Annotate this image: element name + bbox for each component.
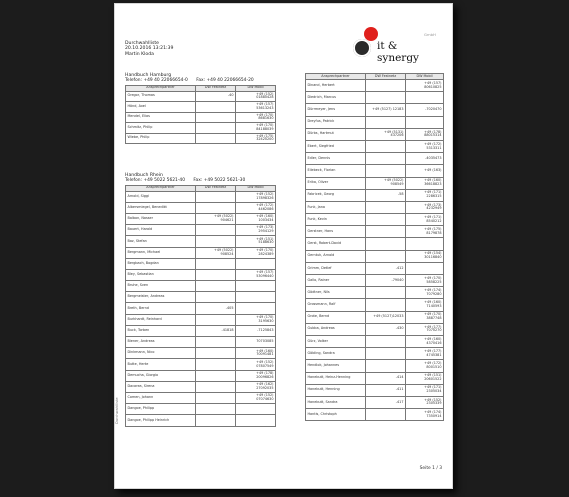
contact-table-hamburg [125, 85, 276, 145]
cell-mobile: +49 (171) 8540212 [406, 214, 444, 226]
cell-mobile: +49 (173) 2954129 [236, 225, 276, 236]
cell-contact-name: Schmitz, Philip [126, 123, 196, 134]
cell-contact-name: Comen, Johann [126, 392, 196, 403]
table-row [126, 236, 276, 247]
cell-mobile: +49 (151) 20601522 [406, 372, 444, 384]
cell-landline [196, 415, 236, 426]
cell-mobile [236, 258, 276, 269]
cell-contact-name: Dürbs, Hartmut [306, 128, 366, 140]
cell-mobile: +49 (160) 70091481 [236, 348, 276, 359]
side-label: Durchwahlliste [115, 397, 119, 424]
cell-mobile [406, 92, 444, 104]
cell-landline [366, 409, 406, 421]
table-row [126, 314, 276, 325]
col-header-contact: Ansprechpartner [126, 85, 196, 91]
cell-contact-name: Hendlok, Johannes [306, 360, 366, 372]
cell-mobile: +49 (178) 88015314 [406, 128, 444, 140]
cell-contact-name: Hantis, Christoph [306, 409, 366, 421]
table-row [306, 165, 444, 177]
cell-contact-name: Dürrmeyer, Jens [306, 104, 366, 116]
cell-landline [196, 191, 236, 202]
cell-landline [366, 348, 406, 360]
table-row [126, 359, 276, 370]
cell-mobile: +49 (160) 36618823 [406, 177, 444, 189]
table-row [306, 177, 444, 189]
page-footer: Seite 1 / 3 [419, 466, 442, 471]
table-row [126, 370, 276, 381]
gear-dark-icon [353, 39, 371, 57]
cell-mobile [236, 281, 276, 292]
cell-contact-name: Balbon, Nasser [126, 213, 196, 224]
cell-contact-name: Dangoe, Philipp Heinrich [126, 415, 196, 426]
cell-landline: +49 (5022) 904621 [196, 213, 236, 224]
table-row [126, 102, 276, 113]
table-row [126, 91, 276, 102]
cell-contact-name: Gregor, Thomas [126, 91, 196, 102]
cell-landline [196, 123, 236, 134]
table-row [126, 191, 276, 202]
cell-landline [366, 165, 406, 177]
contact-table-rhein [125, 185, 276, 427]
table-row [306, 287, 444, 299]
table-row [306, 360, 444, 372]
cell-mobile: +49 (171) 2305034 [406, 384, 444, 396]
cell-mobile [236, 303, 276, 314]
cell-mobile: +49 (170) 3195630 [236, 314, 276, 325]
cell-contact-name: Fabricek, Georg [306, 189, 366, 201]
cell-landline [366, 116, 406, 128]
cell-landline [196, 370, 236, 381]
table-row [126, 404, 276, 415]
section-telefon: Telefon: +49 40 22066654-0 [125, 78, 188, 84]
table-row [306, 372, 444, 384]
cell-landline [366, 80, 406, 92]
cell-contact-name: Arnold, Siggi [126, 191, 196, 202]
cell-landline [366, 92, 406, 104]
logo-subtext: GmbH [424, 32, 436, 37]
cell-landline: +49 (5127) 12183 [366, 104, 406, 116]
cell-landline: -417 [366, 396, 406, 408]
cell-contact-name: Butte, Herte [126, 359, 196, 370]
table-row [306, 189, 444, 201]
cell-landline [196, 281, 236, 292]
cell-contact-name: Grimm, Detlef [306, 262, 366, 274]
cell-contact-name: Bergmeister, Andreas [126, 292, 196, 303]
cell-mobile: +49 (170) 8681630 [236, 112, 276, 123]
section-right-continued [305, 73, 444, 421]
table-row [126, 392, 276, 403]
cell-mobile: -7125843 [236, 325, 276, 336]
table-row [126, 325, 276, 336]
cell-landline [196, 202, 236, 213]
cell-landline [366, 226, 406, 238]
cell-mobile: +49 (152) 17898326 [236, 191, 276, 202]
logo-text: it & synergy [377, 40, 419, 64]
cell-contact-name: Dangoe, Philipp [126, 404, 196, 415]
report-title: Durchwahlliste [125, 41, 160, 46]
cell-mobile [236, 292, 276, 303]
table-row [126, 258, 276, 269]
cell-contact-name: Gerst, Robert-David [306, 238, 366, 250]
cell-landline [366, 140, 406, 152]
cell-landline [196, 392, 236, 403]
cell-contact-name: Mendel, Elias [126, 112, 196, 123]
cell-landline [196, 348, 236, 359]
table-row [306, 262, 444, 274]
cell-contact-name: Dacarea, Sirena [126, 381, 196, 392]
table-row [306, 250, 444, 262]
cell-mobile: -7020470 [406, 104, 444, 116]
table-row [306, 226, 444, 238]
cell-contact-name: Buck, Torben [126, 325, 196, 336]
cell-landline: -411 [366, 384, 406, 396]
cell-mobile: +49 (162) 27092035 [236, 381, 276, 392]
cell-mobile: +49 (173) 4232949 [406, 201, 444, 213]
table-row [126, 202, 276, 213]
cell-contact-name: Diedrich, Marcus [306, 92, 366, 104]
table-row [126, 213, 276, 224]
cell-mobile: +49 (174) 7079280 [406, 287, 444, 299]
table-row [306, 104, 444, 116]
table-row [126, 247, 276, 258]
cell-contact-name: Hanebutt, Henning [306, 384, 366, 396]
cell-landline [196, 359, 236, 370]
section-title: Handbuch Rhein [125, 173, 163, 178]
cell-landline [196, 225, 236, 236]
cell-mobile: +49 (178) 20096826 [236, 370, 276, 381]
table-row [306, 299, 444, 311]
cell-landline: +49 (5022) 908549 [366, 177, 406, 189]
cell-contact-name: Biener, Andreas [126, 337, 196, 348]
cell-contact-name: Grossmann, Ralf [306, 299, 366, 311]
section-hamburg [125, 73, 276, 144]
cell-landline [196, 112, 236, 123]
cell-mobile: +49 (170) 3887748 [406, 311, 444, 323]
cell-mobile: +49 (157) 53096440 [236, 269, 276, 280]
report-author: Martin Kloda [125, 51, 154, 57]
cell-mobile: -4035473 [406, 153, 444, 165]
cell-landline [196, 102, 236, 113]
cell-landline [366, 299, 406, 311]
table-row [306, 80, 444, 92]
cell-contact-name: Bruhe, Sven [126, 281, 196, 292]
table-row [306, 323, 444, 335]
cell-contact-name: Wiebe, Philip [126, 133, 196, 144]
cell-contact-name: Hanebutt, Sandra [306, 396, 366, 408]
cell-contact-name: Demucha, Giorgio [126, 370, 196, 381]
cell-mobile: +49 (170) 84188039 [236, 123, 276, 134]
table-row [306, 116, 444, 128]
contact-table-right [305, 73, 444, 421]
cell-mobile: +49 (160) 7140593 [406, 299, 444, 311]
section-fax: Fax: +49 40 22066654-20 [196, 78, 254, 84]
table-row [126, 348, 276, 359]
cell-contact-name: Dreyfus, Patrick [306, 116, 366, 128]
table-row [126, 292, 276, 303]
cell-mobile [406, 262, 444, 274]
table-row [126, 112, 276, 123]
cell-landline [196, 269, 236, 280]
cell-contact-name: Dinand, Herbert [306, 80, 366, 92]
col-header-contact: Ansprechpartner [306, 74, 366, 80]
cell-landline: -41818 [196, 325, 236, 336]
cell-contact-name: Funk, Jana [306, 201, 366, 213]
col-header-landline: DW Festnetz [196, 185, 236, 191]
cell-contact-name: Grote, Bernd [306, 311, 366, 323]
cell-mobile [236, 404, 276, 415]
cell-landline [196, 258, 236, 269]
table-row [126, 281, 276, 292]
table-row [306, 128, 444, 140]
report-page [114, 3, 453, 489]
cell-landline [196, 337, 236, 348]
col-header-mobile: DW Mobil [236, 85, 276, 91]
section-telefon: Telefon: +49 5022 5621-40 [125, 178, 186, 184]
cell-contact-name: Dinkmann, Nico [126, 348, 196, 359]
table-row [126, 225, 276, 236]
cell-landline [366, 238, 406, 250]
cell-landline [196, 314, 236, 325]
table-row [306, 396, 444, 408]
table-row [306, 92, 444, 104]
table-row [306, 140, 444, 152]
cell-mobile: +49 (170) 2824389 [236, 247, 276, 258]
section-rhein [125, 173, 276, 427]
cell-mobile: +49 (172) 5313311 [406, 140, 444, 152]
cell-mobile: +49 (174) 7350914 [406, 409, 444, 421]
cell-landline: -405 [196, 303, 236, 314]
cell-contact-name: Bauert, Harald [126, 225, 196, 236]
cell-mobile: +49 (160) 4370416 [406, 335, 444, 347]
cell-contact-name: Funk, Kevin [306, 214, 366, 226]
table-row [126, 415, 276, 426]
cell-mobile [406, 116, 444, 128]
gear-red-icon [364, 27, 378, 41]
cell-contact-name: Edler, Dennis [306, 153, 366, 165]
cell-contact-name: Gerstner, Hans [306, 226, 366, 238]
cell-contact-name: Burkhardt, Reinhard [126, 314, 196, 325]
cell-contact-name: Gerntuk, Arnold [306, 250, 366, 262]
cell-contact-name: Ebert, Siegfried [306, 140, 366, 152]
cell-landline: -414 [366, 372, 406, 384]
table-row [126, 123, 276, 134]
cell-contact-name: Eilebeck, Florian [306, 165, 366, 177]
section-title: Handbuch Hamburg [125, 73, 172, 78]
cell-contact-name: Göbling, Sandra [306, 348, 366, 360]
col-header-mobile: DW Mobil [406, 74, 444, 80]
cell-contact-name: Bergmann, Michael [126, 247, 196, 258]
table-row [306, 275, 444, 287]
cell-contact-name: Albersmiegel, Benedikt [126, 202, 196, 213]
cell-landline: -40 [196, 91, 236, 102]
report-datetime: 20.10.2016 13:21:39 [125, 46, 174, 52]
cell-contact-name: Bley, Sebastian [126, 269, 196, 280]
cell-landline [366, 250, 406, 262]
table-row [306, 409, 444, 421]
col-header-mobile: DW Mobil [236, 185, 276, 191]
cell-mobile: +49 (172) 8001510 [406, 360, 444, 372]
col-header-landline: DW Festnetz [196, 85, 236, 91]
cell-landline [196, 381, 236, 392]
cell-contact-name: Baz, Stefan [126, 236, 196, 247]
cell-contact-name: Gödtner, Nils [306, 287, 366, 299]
table-row [306, 238, 444, 250]
cell-contact-name: Breth, Bernd [126, 303, 196, 314]
table-row [126, 269, 276, 280]
cell-mobile: +49 (175) 8179878 [406, 226, 444, 238]
cell-mobile: +49 (160) 1003434 [236, 213, 276, 224]
cell-mobile: +49 (152) 07074630 [236, 392, 276, 403]
cell-landline: -412 [366, 262, 406, 274]
cell-landline: -58 [366, 189, 406, 201]
cell-mobile: +49 (152) 2305339 [406, 396, 444, 408]
cell-mobile: +49 (157) 53613243 [236, 102, 276, 113]
cell-mobile: +49 (177) 4745381 [406, 348, 444, 360]
table-row [306, 384, 444, 396]
table-row [126, 303, 276, 314]
cell-landline: -430 [366, 323, 406, 335]
cell-landline [366, 287, 406, 299]
cell-mobile: +49 (175) 32420200 [236, 133, 276, 144]
cell-landline: -79040 [366, 275, 406, 287]
cell-landline [366, 153, 406, 165]
cell-contact-name: Hanebutt, Heinz-Henning [306, 372, 366, 384]
cell-mobile: +49 (177) 7070270 [406, 323, 444, 335]
company-logo [351, 24, 441, 64]
table-row [306, 214, 444, 226]
cell-mobile [236, 415, 276, 426]
report-header [125, 41, 173, 57]
cell-landline [196, 292, 236, 303]
cell-contact-name: Gubba, Andreas [306, 323, 366, 335]
cell-mobile: +49 (154) 30116840 [406, 250, 444, 262]
cell-mobile: +49 (152) 07807549 [236, 359, 276, 370]
cell-landline [196, 236, 236, 247]
cell-landline: +49 (5131) 437206 [366, 128, 406, 140]
cell-landline [366, 214, 406, 226]
cell-mobile: +49 (163) [406, 165, 444, 177]
cell-landline: +49 (5022) 908524 [196, 247, 236, 258]
col-header-contact: Ansprechpartner [126, 185, 196, 191]
cell-contact-name: Erika, Oliver [306, 177, 366, 189]
cell-mobile [406, 238, 444, 250]
table-row [306, 335, 444, 347]
table-row [306, 348, 444, 360]
cell-landline [366, 360, 406, 372]
table-row [126, 337, 276, 348]
cell-mobile: +49 (151) 5188630 [236, 236, 276, 247]
cell-landline: +49 (5127)12033 [366, 311, 406, 323]
cell-contact-name: Gallo, Rainer [306, 275, 366, 287]
cell-landline [196, 133, 236, 144]
cell-mobile: +49 (171) 2286315 [406, 189, 444, 201]
cell-mobile: +49 (157) 80610825 [406, 80, 444, 92]
col-header-landline: DW Festnetz [366, 74, 406, 80]
cell-contact-name: Gürz, Volker [306, 335, 366, 347]
section-fax: Fax: +49 5022 5621-30 [193, 178, 246, 184]
table-row [126, 381, 276, 392]
cell-landline [196, 404, 236, 415]
cell-mobile: +49 (172) 4462086 [236, 202, 276, 213]
table-row [306, 311, 444, 323]
cell-mobile: +49 (152) 01880428 [236, 91, 276, 102]
cell-contact-name: Bergbach, Bogdan [126, 258, 196, 269]
table-row [306, 201, 444, 213]
table-row [306, 153, 444, 165]
cell-landline [366, 201, 406, 213]
table-row [126, 133, 276, 144]
cell-contact-name: Hönd, Axel [126, 102, 196, 113]
cell-landline [366, 335, 406, 347]
cell-mobile: +49 (170) 5858225 [406, 275, 444, 287]
cell-mobile: 70703085 [236, 337, 276, 348]
